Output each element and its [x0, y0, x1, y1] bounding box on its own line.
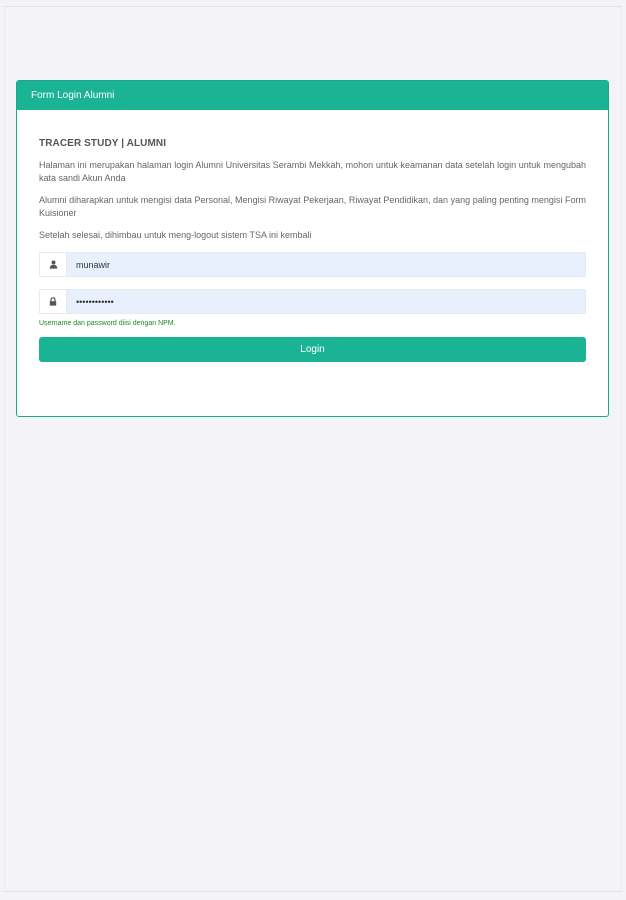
username-group: [39, 252, 586, 277]
user-icon: [40, 253, 67, 276]
intro-paragraph-1: Halaman ini merupakan halaman login Alumni Universitas Serambi Mekkah, mohon untuk keamanan data setelah login untuk mengubah kata sandi Akun Anda: [39, 160, 586, 183]
login-button[interactable]: Login: [39, 337, 586, 362]
panel-body: [17, 110, 608, 362]
password-group: [39, 289, 586, 314]
intro-paragraph-3: Setelah selesai, dihimbau untuk meng-logout sistem TSA ini kembali: [39, 230, 312, 240]
login-panel: [16, 80, 609, 417]
panel-heading: Form Login Alumni: [17, 81, 608, 110]
username-input[interactable]: [67, 253, 585, 276]
login-help-text: Username dan password diisi dengan NPM.: [39, 320, 176, 327]
page-title: TRACER STUDY | ALUMNI: [39, 138, 167, 149]
lock-icon: [40, 290, 67, 313]
password-input[interactable]: [67, 290, 585, 313]
intro-paragraph-2: Alumni diharapkan untuk mengisi data Personal, Mengisi Riwayat Pekerjaan, Riwayat Pendidikan, dan yang paling penting mengisi Form Kuisioner: [39, 195, 586, 218]
